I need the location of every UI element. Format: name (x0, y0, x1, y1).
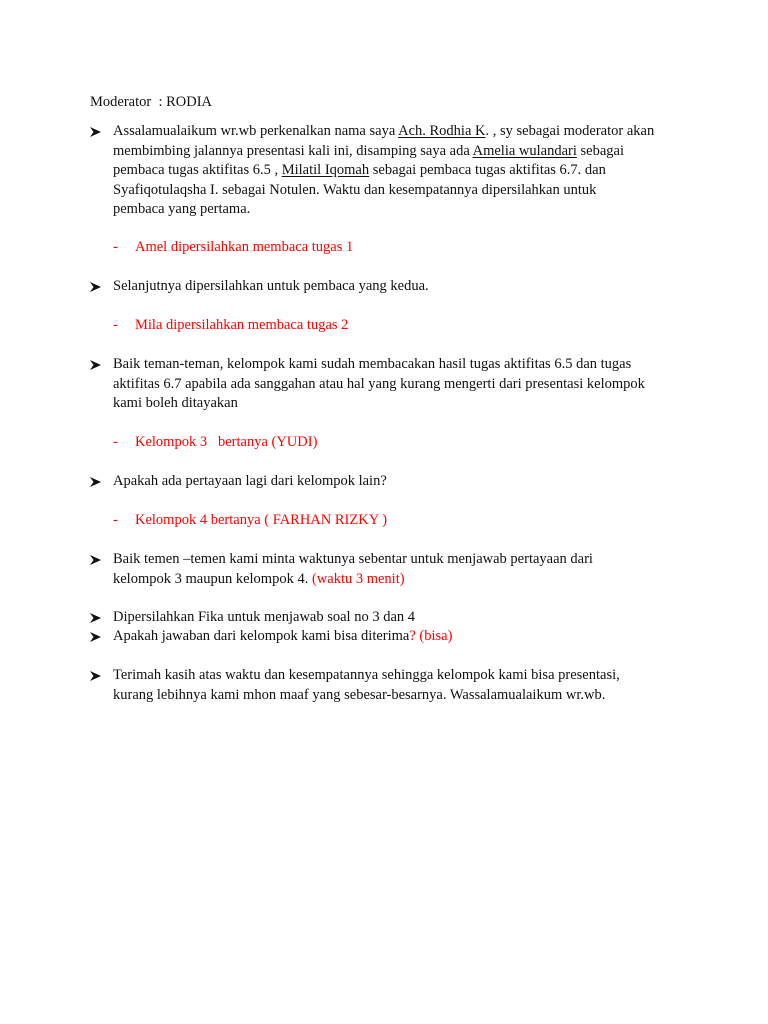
intro-text-part: sebagai pembaca tugas aktifitas 6.7. dan Syafiqotulaqsha I. sebagai Notulen. Waktu dan kesempatannya dipersilahkan untuk pembaca yang pertama. (113, 162, 606, 217)
sub-item-text: Mila dipersilahkan membaca tugas 2 (135, 317, 349, 333)
bullet-text: Apakah ada pertayaan lagi dari kelompok lain? (113, 473, 387, 489)
reader-two-name: Milatil Iqomah (281, 162, 370, 178)
sub-item-text: Kelompok 4 bertanya ( FARHAN RIZKY ) (135, 512, 388, 528)
bullet-item-answer-time (90, 550, 690, 589)
bullet-item-closing (90, 666, 690, 705)
dash-marker: - (113, 239, 118, 255)
intro-text-part: sebagai pembaca tugas aktifitas 6.5 , (113, 142, 625, 178)
sub-item-text: Kelompok 3 bertanya (YUDI) (135, 434, 318, 450)
bullet-item-fika-answers (90, 608, 690, 628)
bullet-item-second-reader (90, 277, 690, 297)
moderator-name: Ach. Rodhia K (398, 123, 486, 139)
reader-one-name: Amelia wulandari (472, 142, 577, 159)
sub-item-group-three (113, 433, 317, 452)
answer-question-note: ? (bisa) (409, 628, 453, 644)
bullet-item-introduction (90, 122, 690, 220)
moderator-line: Moderator : RODIA (90, 94, 213, 110)
sub-item-text: Amel dipersilahkan membaca tugas 1 (135, 239, 354, 255)
arrowhead-bullet-icon (90, 122, 104, 141)
bullet-text: Dipersilahkan Fika untuk menjawab soal no 3 dan 4 (113, 609, 416, 625)
sub-item-reader-two (113, 316, 348, 335)
bullet-text: Baik teman-teman, kelompok kami sudah membacakan hasil tugas aktifitas 6.5 dan tugas aktifitas 6.7 apabila ada sanggahan atau hal yang kurang mengerti dari presentasi kelompok kami boleh ditayakan (113, 356, 645, 411)
arrowhead-bullet-icon (90, 472, 104, 491)
arrowhead-bullet-icon (90, 608, 104, 627)
arrowhead-bullet-icon (90, 666, 104, 685)
dash-marker: - (113, 317, 118, 333)
dash-marker: - (113, 512, 118, 528)
bullet-text (113, 122, 690, 220)
bullet-item-answer-accepted (90, 627, 690, 647)
answer-time-text: Baik temen –temen kami minta waktunya sebentar untuk menjawab pertayaan dari kelompok 3 maupun kelompok 4. (113, 551, 593, 587)
answer-question-text: Apakah jawaban dari kelompok kami bisa diterima (113, 628, 410, 644)
arrowhead-bullet-icon (90, 627, 104, 646)
arrowhead-bullet-icon (90, 355, 104, 374)
arrowhead-bullet-icon (90, 550, 104, 569)
intro-text-part: Assalamualaikum wr.wb perkenalkan nama saya (113, 123, 399, 139)
sub-item-group-four (113, 511, 387, 530)
bullet-text (113, 550, 690, 589)
bullet-text: Terimah kasih atas waktu dan kesempatannya sehingga kelompok kami bisa presentasi, kurang lebihnya kami mhon maaf yang sebesar-besarnya. Wassalamualaikum wr.wb. (113, 667, 620, 703)
sub-item-reader-one (113, 238, 353, 257)
dash-marker: - (113, 434, 118, 450)
bullet-text: Selanjutnya dipersilahkan untuk pembaca yang kedua. (113, 278, 429, 294)
answer-time-note: (waktu 3 menit) (311, 570, 405, 587)
bullet-item-questions-invite (90, 355, 690, 414)
bullet-text (113, 627, 690, 647)
bullet-item-more-questions (90, 472, 690, 492)
arrowhead-bullet-icon (90, 277, 104, 296)
intro-text-part: . , sy sebagai moderator akan membimbing jalannya presentasi kali ini, disamping saya ada (113, 123, 655, 159)
